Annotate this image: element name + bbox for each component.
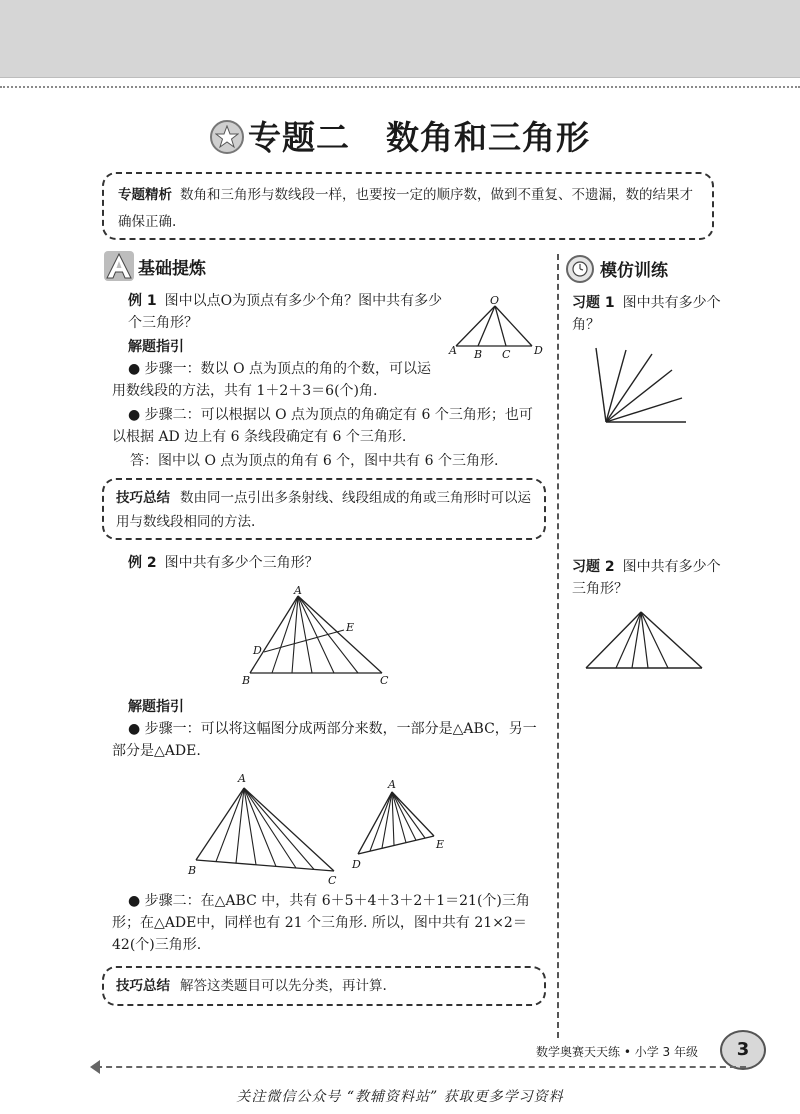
fig1-label-a: A [449,344,457,357]
tip1-box [102,478,546,540]
exercise1-label: 习题 1 [572,295,615,311]
fig3-label-b: B [188,864,197,877]
fig1-label-d: D [534,344,543,357]
tip1-label: 技巧总结 [116,490,170,506]
title-name: 数角和三角形 [386,118,590,157]
example2-guide-label: 解题指引 [128,699,184,715]
intro-box [102,172,714,240]
fig2-label-d: D [253,644,262,657]
exercise1-figure [590,340,700,430]
example1-figure [448,294,548,364]
fig2-label-a: A [294,586,302,597]
page-title [0,112,800,159]
clock-badge-icon [566,255,594,283]
exercise1-question: 图中共有多少个角？ [572,295,721,333]
example2-step1: ● 步骤一：可以将这幅图分成两部分来数，一部分是△ABC，另一部分是△ADE. [112,721,537,759]
example1-answer: 答：图中以 O 点为顶点的角有 6 个，图中共有 6 个三角形. [130,453,499,469]
triangle-abc-figure [186,768,346,888]
bottom-note: 关注微信公众号 “教辅资料站” 获取更多学习资料 [236,1089,564,1105]
section-a-title: 基础提炼 [138,259,206,279]
exercise2-question: 图中共有多少个三角形？ [572,559,721,597]
tip1-text: 数由同一点引出多条射线、线段组成的角或三角形时可以运用与数线段相同的方法. [116,490,531,530]
footer-dashed-rule [96,1066,746,1068]
example1-step2: ● 步骤二：可以根据以 O 点为顶点的角确定有 6 个三角形；也可以根据 AD 边上有 6 条线段确定有 6 个三角形. [112,407,533,445]
star-icon [210,120,244,154]
exercise2-figure [582,604,712,674]
section-b-header [566,255,668,283]
fig4-label-d: D [352,858,361,871]
top-dotted-rule [0,86,800,88]
fig3-label-a: A [238,772,246,785]
tip2-box [102,966,546,1006]
title-topic: 专题二 [248,118,350,157]
example1-question [128,290,446,334]
column-divider [557,254,559,1038]
exercise2 [572,556,722,600]
letter-a-badge-icon [104,251,134,281]
footer-book-title: 数学奥赛天天练 • 小学 3 年级 [536,1045,698,1059]
example2-question [128,552,528,574]
tip2-text: 解答这类题目可以先分类，再计算. [180,978,387,994]
fig1-label-o: O [490,294,500,307]
example2-label: 例 2 [128,555,157,571]
section-a-header [104,251,206,281]
example1-step1: ● 步骤一：数以 O 点为顶点的角的个数，可以运用数线段的方法，共有 1＋2＋3＝6(个)角. [112,361,432,399]
exercise2-label: 习题 2 [572,559,615,575]
fig4-label-e: E [436,838,445,851]
top-banner [0,0,800,78]
example2-step2: ● 步骤二：在△ABC 中，共有 6＋5＋4＋3＋2＋1＝21(个)三角形；在△ADE中，同样也有 21 个三角形. 所以，图中共有 21×2＝42(个)三角形. [112,893,530,953]
example1-question-text: 图中以点O为顶点有多少个角？图中共有多少个三角形？ [128,293,443,331]
fig2-label-b: B [242,674,251,687]
fig4-label-a: A [388,778,396,791]
fig2-label-e: E [346,621,355,634]
example1-guide-label: 解题指引 [128,339,184,355]
fig2-label-c: C [380,674,389,687]
page-number: 3 [720,1030,766,1070]
example1-label: 例 1 [128,293,157,309]
section-b-title: 模仿训练 [600,261,668,281]
intro-text: 数角和三角形与数线段一样，也要按一定的顺序数，做到不重复、不遗漏，数的结果才确保正确. [118,187,693,230]
intro-label: 专题精析 [118,187,172,203]
triangle-ade-figure [350,776,460,876]
fig3-label-c: C [328,874,337,887]
exercise1 [572,292,722,336]
example2-figure [240,586,400,688]
tip2-label: 技巧总结 [116,978,170,994]
fig1-label-b: B [474,348,483,361]
example2-question-text: 图中共有多少个三角形？ [164,555,319,571]
fig1-label-c: C [502,348,511,361]
